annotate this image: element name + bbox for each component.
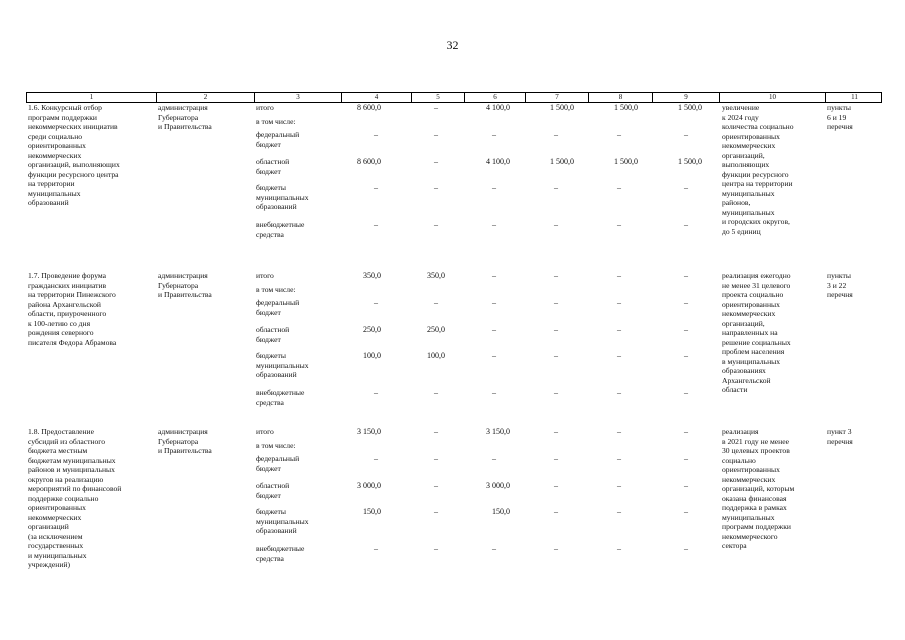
activity-title-line: государственных — [28, 541, 84, 550]
column-number: 4 — [342, 93, 412, 102]
empty-value-dash: – — [554, 454, 558, 463]
funding-source-label: внебюджетные — [256, 388, 305, 397]
table-section — [26, 271, 882, 427]
empty-value-dash: – — [617, 481, 621, 490]
executor-line: и Правительства — [158, 446, 212, 455]
empty-value-dash: – — [554, 271, 558, 280]
funding-source-label: внебюджетные — [256, 544, 305, 553]
result-line: районов, — [722, 198, 751, 207]
funding-value: 250,0 — [427, 325, 445, 334]
empty-value-dash: – — [684, 183, 688, 192]
empty-value-dash: – — [492, 271, 496, 280]
empty-value-dash: – — [684, 507, 688, 516]
empty-value-dash: – — [554, 130, 558, 139]
empty-value-dash: – — [492, 544, 496, 553]
empty-value-dash: – — [434, 388, 438, 397]
funding-source-label: бюджет — [256, 139, 281, 149]
result-line: ориентированных — [722, 131, 780, 141]
result-line: реализация ежегодно — [722, 271, 791, 280]
funding-source-label: бюджет — [256, 334, 281, 344]
funding-source-label: бюджет — [256, 490, 281, 500]
points-line: 3 и 22 — [827, 280, 847, 290]
points-line: пункты — [827, 103, 851, 112]
activity-title-line: и муниципальных — [28, 550, 87, 560]
result-line: ориентированных — [722, 299, 780, 309]
budget-table — [26, 92, 882, 569]
activity-title-line: ориентированных — [28, 503, 86, 512]
table-section — [26, 103, 882, 271]
empty-value-dash: – — [554, 481, 558, 490]
activity-title-line: образований — [28, 198, 69, 207]
points-line: пункт 3 — [827, 427, 852, 436]
funding-source-label: образований — [256, 526, 297, 535]
table-section — [26, 427, 882, 605]
result-line: муниципальных — [722, 188, 775, 198]
empty-value-dash: – — [554, 183, 558, 192]
funding-value: 1 500,0 — [550, 157, 574, 166]
funding-source-label: средства — [256, 397, 284, 407]
activity-title-line: организаций — [28, 522, 69, 531]
executor-line: администрация — [158, 271, 208, 280]
funding-source-label: образований — [256, 202, 297, 211]
funding-source-label: областной — [256, 157, 290, 166]
activity-title-line: бюджета местным — [28, 446, 88, 455]
column-number: 7 — [526, 93, 589, 102]
result-line: сектора — [722, 541, 747, 550]
result-line: ориентированных — [722, 465, 780, 474]
column-number: 8 — [589, 93, 653, 102]
activity-title-line: области, приуроченного — [28, 309, 107, 318]
funding-value: 100,0 — [363, 351, 381, 360]
result-line: решение социальных — [722, 337, 791, 347]
empty-value-dash: – — [684, 220, 688, 229]
activity-title-line: программ поддержки — [28, 112, 97, 122]
empty-value-dash: – — [684, 130, 688, 139]
funding-source-label: в том числе: — [256, 285, 296, 294]
column-number: 10 — [720, 93, 826, 102]
empty-value-dash: – — [684, 544, 688, 553]
empty-value-dash: – — [434, 298, 438, 307]
empty-value-dash: – — [684, 271, 688, 280]
empty-value-dash: – — [684, 388, 688, 397]
empty-value-dash: – — [617, 351, 621, 360]
executor-line: Губернатора — [158, 112, 199, 122]
funding-source-label: федеральный — [256, 130, 300, 139]
result-line: некоммерческих — [722, 309, 776, 318]
result-line: проблем населения — [722, 347, 785, 356]
empty-value-dash: – — [554, 325, 558, 334]
result-line: к 2024 году — [722, 112, 759, 122]
funding-source-label: итого — [256, 103, 274, 112]
funding-value: 3 000,0 — [357, 481, 381, 490]
empty-value-dash: – — [434, 103, 438, 112]
funding-value: 1 500,0 — [678, 103, 702, 112]
result-line: центра на территории — [722, 179, 793, 188]
empty-value-dash: – — [492, 183, 496, 192]
empty-value-dash: – — [684, 481, 688, 490]
empty-value-dash: – — [374, 183, 378, 192]
result-line: муниципальных — [722, 512, 775, 522]
activity-title-line: района Архангельской — [28, 299, 101, 309]
executor-line: и Правительства — [158, 290, 212, 299]
column-number: 1 — [27, 93, 157, 102]
activity-title-line: некоммерческих — [28, 150, 82, 160]
empty-value-dash: – — [684, 454, 688, 463]
funding-source-label: средства — [256, 553, 284, 563]
activity-title-line: (за исключением — [28, 531, 83, 541]
empty-value-dash: – — [374, 454, 378, 463]
funding-source-label: бюджет — [256, 166, 281, 176]
funding-source-label: бюджеты — [256, 183, 286, 192]
result-line: некоммерческого — [722, 531, 778, 541]
funding-source-label: федеральный — [256, 298, 300, 307]
funding-value: 250,0 — [363, 325, 381, 334]
funding-value: 8 600,0 — [357, 103, 381, 112]
result-line: увеличение — [722, 103, 760, 112]
empty-value-dash: – — [374, 298, 378, 307]
result-line: направленных на — [722, 328, 778, 337]
activity-title-line: ориентированных — [28, 141, 86, 150]
result-line: функции ресурсного — [722, 169, 789, 179]
executor-line: Губернатора — [158, 436, 199, 446]
funding-value: 1 500,0 — [614, 103, 638, 112]
activity-title-line: рождения северного — [28, 328, 94, 337]
activity-title-line: гражданских инициатив — [28, 280, 107, 290]
column-number: 2 — [157, 93, 255, 102]
empty-value-dash: – — [434, 481, 438, 490]
activity-title-line: функции ресурсного центра — [28, 169, 119, 179]
empty-value-dash: – — [374, 220, 378, 229]
activity-title-line: муниципальных — [28, 188, 81, 198]
empty-value-dash: – — [684, 351, 688, 360]
column-number: 11 — [851, 93, 858, 101]
activity-title-line: 1.8. Предоставление — [28, 427, 94, 436]
funding-source-label: бюджет — [256, 307, 281, 317]
result-line: образованиях — [722, 366, 766, 375]
activity-title-line: писателя Федора Абрамова — [28, 337, 117, 347]
funding-source-label: бюджет — [256, 463, 281, 473]
funding-source-label: федеральный — [256, 454, 300, 463]
empty-value-dash: – — [492, 351, 496, 360]
empty-value-dash: – — [554, 351, 558, 360]
result-line: поддержка в рамках — [722, 503, 787, 512]
result-line: области — [722, 385, 748, 394]
funding-value: 8 600,0 — [357, 157, 381, 166]
funding-source-label: образований — [256, 370, 297, 379]
funding-source-label: муниципальных — [256, 192, 309, 202]
empty-value-dash: – — [374, 544, 378, 553]
activity-title-line: мероприятий по финансовой — [28, 484, 122, 493]
empty-value-dash: – — [492, 325, 496, 334]
funding-value: 4 100,0 — [486, 157, 510, 166]
column-number: 5 — [412, 93, 465, 102]
empty-value-dash: – — [617, 183, 621, 192]
empty-value-dash: – — [617, 325, 621, 334]
empty-value-dash: – — [554, 507, 558, 516]
empty-value-dash: – — [617, 507, 621, 516]
executor-line: администрация — [158, 103, 208, 112]
empty-value-dash: – — [617, 220, 621, 229]
empty-value-dash: – — [434, 427, 438, 436]
empty-value-dash: – — [684, 298, 688, 307]
executor-line: Губернатора — [158, 280, 199, 290]
activity-title-line: субсидий из областного — [28, 436, 106, 446]
funding-source-label: итого — [256, 271, 274, 280]
funding-source-label: в том числе: — [256, 441, 296, 450]
empty-value-dash: – — [434, 507, 438, 516]
result-line: выполняющих — [722, 160, 770, 169]
empty-value-dash: – — [492, 454, 496, 463]
result-line: количества социально — [722, 122, 794, 131]
funding-value: 3 000,0 — [486, 481, 510, 490]
empty-value-dash: – — [374, 130, 378, 139]
activity-title-line: 1.6. Конкурсный отбор — [28, 103, 102, 112]
points-line: перечня — [827, 436, 853, 446]
result-line: оказана финансовая — [722, 493, 787, 503]
result-line: в 2021 году не менее — [722, 436, 789, 446]
column-number: 6 — [465, 93, 526, 102]
result-line: проекта социально — [722, 290, 784, 299]
empty-value-dash: – — [434, 157, 438, 166]
empty-value-dash: – — [434, 454, 438, 463]
result-line: не менее 31 целевого — [722, 280, 791, 290]
activity-title-line: среди социально — [28, 131, 83, 141]
result-line: некоммерческих — [722, 141, 776, 150]
activity-title-line: бюджетам муниципальных — [28, 455, 116, 465]
result-line: в муниципальных — [722, 356, 781, 366]
funding-source-label: итого — [256, 427, 274, 436]
empty-value-dash: – — [492, 130, 496, 139]
empty-value-dash: – — [434, 220, 438, 229]
funding-source-label: бюджеты — [256, 507, 286, 516]
activity-title-line: 1.7. Проведение форума — [28, 271, 107, 280]
result-line: организаций, — [722, 318, 765, 328]
page-number: 32 — [446, 38, 459, 52]
empty-value-dash: – — [684, 427, 688, 436]
activity-title-line: некоммерческих инициатив — [28, 122, 118, 131]
result-line: до 5 единиц — [722, 226, 761, 236]
result-line: социально — [722, 455, 756, 465]
column-number-header — [26, 92, 882, 103]
empty-value-dash: – — [492, 298, 496, 307]
result-line: организаций, которым — [722, 484, 795, 493]
activity-title-line: к 100-летию со дня — [28, 318, 91, 328]
empty-value-dash: – — [374, 388, 378, 397]
funding-value: 4 100,0 — [486, 103, 510, 112]
funding-source-label: в том числе: — [256, 117, 296, 126]
funding-source-label: муниципальных — [256, 516, 309, 526]
funding-value: 1 500,0 — [678, 157, 702, 166]
empty-value-dash: – — [617, 544, 621, 553]
funding-value: 1 500,0 — [614, 157, 638, 166]
empty-value-dash: – — [554, 220, 558, 229]
activity-title-line: округов на реализацию — [28, 474, 104, 484]
funding-source-label: областной — [256, 325, 290, 334]
empty-value-dash: – — [617, 454, 621, 463]
column-number: 3 — [255, 93, 342, 102]
empty-value-dash: – — [617, 271, 621, 280]
points-line: перечня — [827, 122, 853, 131]
empty-value-dash: – — [617, 130, 621, 139]
result-line: программ поддержки — [722, 522, 791, 531]
result-line: Архангельской — [722, 375, 771, 385]
empty-value-dash: – — [434, 183, 438, 192]
empty-value-dash: – — [554, 298, 558, 307]
funding-source-label: бюджеты — [256, 351, 286, 360]
activity-title-line: организаций, выполняющих — [28, 160, 120, 169]
empty-value-dash: – — [434, 544, 438, 553]
activity-title-line: некоммерческих — [28, 512, 82, 522]
funding-value: 350,0 — [363, 271, 381, 280]
points-line: перечня — [827, 290, 853, 299]
funding-value: 3 150,0 — [357, 427, 381, 436]
points-line: 6 и 19 — [827, 112, 847, 122]
activity-title-line: на территории — [28, 179, 75, 188]
funding-source-label: областной — [256, 481, 290, 490]
activity-title-line: учреждений) — [28, 560, 70, 569]
funding-value: 100,0 — [427, 351, 445, 360]
activity-title-line: поддержке социально — [28, 493, 99, 503]
funding-source-label: средства — [256, 229, 284, 239]
result-line: организаций, — [722, 150, 765, 160]
executor-line: администрация — [158, 427, 208, 436]
funding-value: 150,0 — [363, 507, 381, 516]
funding-value: 350,0 — [427, 271, 445, 280]
funding-value: 3 150,0 — [486, 427, 510, 436]
activity-title-line: районов и муниципальных — [28, 465, 115, 474]
empty-value-dash: – — [554, 427, 558, 436]
result-line: реализация — [722, 427, 759, 436]
empty-value-dash: – — [434, 130, 438, 139]
funding-source-label: муниципальных — [256, 360, 309, 370]
empty-value-dash: – — [617, 388, 621, 397]
empty-value-dash: – — [684, 325, 688, 334]
funding-value: 1 500,0 — [550, 103, 574, 112]
empty-value-dash: – — [617, 427, 621, 436]
result-line: 30 целевых проектов — [722, 446, 790, 455]
empty-value-dash: – — [554, 388, 558, 397]
result-line: и городских округов, — [722, 217, 790, 226]
funding-source-label: внебюджетные — [256, 220, 305, 229]
empty-value-dash: – — [554, 544, 558, 553]
empty-value-dash: – — [492, 220, 496, 229]
result-line: некоммерческих — [722, 474, 776, 484]
executor-line: и Правительства — [158, 122, 212, 131]
column-number: 9 — [653, 93, 720, 102]
empty-value-dash: – — [617, 298, 621, 307]
points-line: пункты — [827, 271, 851, 280]
funding-value: 150,0 — [492, 507, 510, 516]
empty-value-dash: – — [492, 388, 496, 397]
result-line: муниципальных — [722, 207, 775, 217]
activity-title-line: на территории Пинежского — [28, 290, 116, 299]
